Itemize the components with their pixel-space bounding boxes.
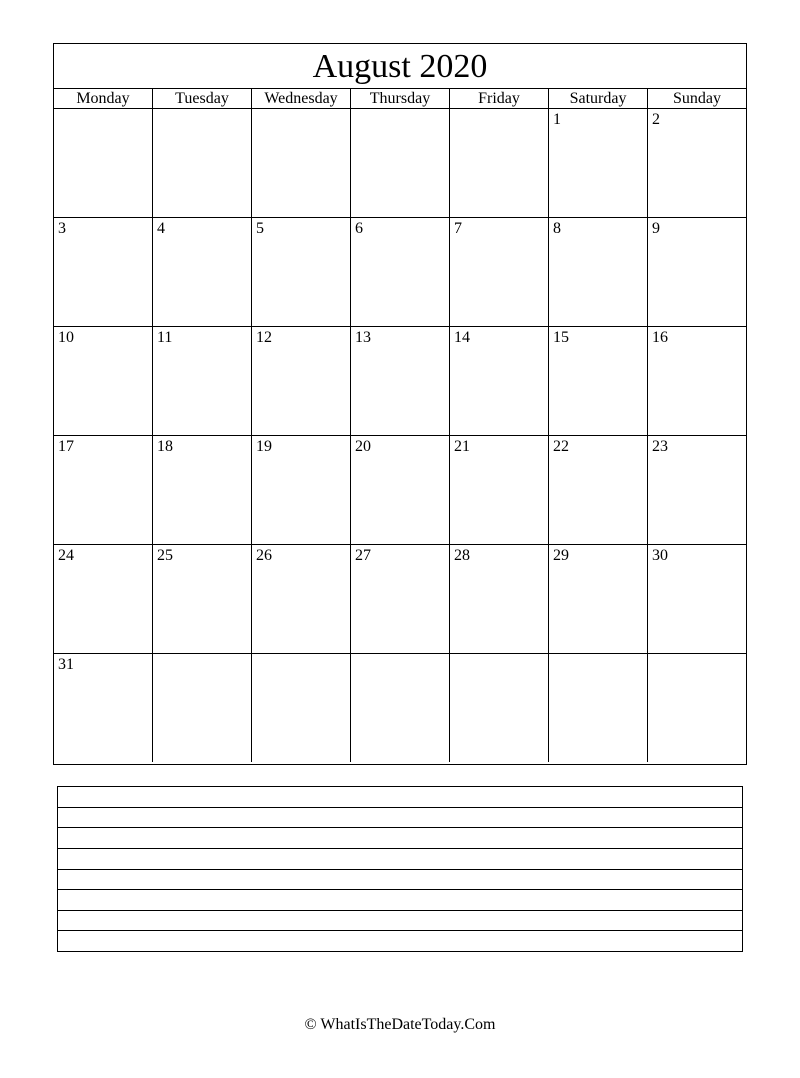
day-cell	[549, 109, 648, 217]
day-number: 6	[355, 220, 363, 237]
day-cell	[549, 654, 648, 762]
day-cell	[252, 436, 351, 544]
day-number: 19	[256, 438, 272, 455]
note-line	[58, 828, 742, 849]
day-cell	[153, 654, 252, 762]
day-number: 3	[58, 220, 66, 237]
day-number: 14	[454, 329, 470, 346]
day-cell	[252, 109, 351, 217]
day-cell	[153, 109, 252, 217]
week-row-4	[54, 436, 746, 545]
day-number: 23	[652, 438, 668, 455]
day-number: 24	[58, 547, 74, 564]
day-cell	[54, 218, 153, 326]
week-row-3	[54, 327, 746, 436]
day-number: 25	[157, 547, 173, 564]
day-cell	[351, 654, 450, 762]
day-cell	[351, 327, 450, 435]
day-number: 28	[454, 547, 470, 564]
week-row-6	[54, 654, 746, 762]
day-cell	[351, 218, 450, 326]
day-cell	[549, 545, 648, 653]
day-cell	[252, 327, 351, 435]
note-line	[58, 787, 742, 808]
note-line	[58, 870, 742, 891]
week-row-2	[54, 218, 746, 327]
weekday-thursday: Thursday	[351, 89, 450, 108]
week-row-5	[54, 545, 746, 654]
weekday-wednesday: Wednesday	[252, 89, 351, 108]
day-cell	[153, 218, 252, 326]
day-cell	[450, 327, 549, 435]
calendar-title: August 2020	[54, 44, 746, 89]
day-cell	[549, 327, 648, 435]
day-number: 17	[58, 438, 74, 455]
day-cell	[450, 109, 549, 217]
day-number: 16	[652, 329, 668, 346]
day-number: 9	[652, 220, 660, 237]
day-cell	[648, 545, 746, 653]
calendar	[53, 43, 747, 765]
note-line	[58, 931, 742, 951]
day-cell	[351, 545, 450, 653]
day-number: 21	[454, 438, 470, 455]
weekday-monday: Monday	[54, 89, 153, 108]
day-number: 30	[652, 547, 668, 564]
day-cell	[153, 436, 252, 544]
day-cell	[54, 654, 153, 762]
day-cell	[54, 327, 153, 435]
day-number: 29	[553, 547, 569, 564]
notes-box	[57, 786, 743, 952]
day-cell	[54, 109, 153, 217]
calendar-grid	[54, 109, 746, 762]
weekday-sunday: Sunday	[673, 90, 721, 107]
day-cell	[648, 109, 746, 217]
day-number: 20	[355, 438, 371, 455]
day-number: 15	[553, 329, 569, 346]
day-cell	[54, 545, 153, 653]
day-number: 27	[355, 547, 371, 564]
day-number: 31	[58, 656, 74, 673]
footer-copyright: © WhatIsTheDateToday.Com	[304, 1016, 496, 1033]
day-number: 13	[355, 329, 371, 346]
note-line	[58, 808, 742, 829]
day-cell	[648, 327, 746, 435]
day-cell	[450, 654, 549, 762]
day-cell	[648, 218, 746, 326]
day-number: 8	[553, 220, 561, 237]
day-number: 4	[157, 220, 165, 237]
day-number: 1	[553, 111, 561, 128]
day-cell	[153, 545, 252, 653]
day-cell	[252, 654, 351, 762]
day-cell	[549, 436, 648, 544]
weekday-friday: Friday	[450, 89, 549, 108]
day-cell	[549, 218, 648, 326]
day-cell	[648, 436, 746, 544]
day-number: 22	[553, 438, 569, 455]
day-cell	[54, 436, 153, 544]
day-cell	[351, 109, 450, 217]
day-cell	[450, 545, 549, 653]
weekday-header-row	[54, 89, 746, 109]
day-cell	[153, 327, 252, 435]
day-number: 2	[652, 111, 660, 128]
day-cell	[252, 545, 351, 653]
day-cell	[450, 218, 549, 326]
weekday-tuesday: Tuesday	[153, 89, 252, 108]
week-row-1	[54, 109, 746, 218]
day-number: 11	[157, 329, 173, 346]
day-cell	[450, 436, 549, 544]
day-number: 18	[157, 438, 173, 455]
note-line	[58, 911, 742, 932]
day-number: 7	[454, 220, 462, 237]
day-cell	[351, 436, 450, 544]
day-cell	[252, 218, 351, 326]
weekday-saturday: Saturday	[549, 89, 648, 108]
day-number: 10	[58, 329, 74, 346]
day-number: 5	[256, 220, 264, 237]
day-number: 12	[256, 329, 272, 346]
note-line	[58, 890, 742, 911]
day-number: 26	[256, 547, 272, 564]
day-cell	[648, 654, 746, 762]
note-line	[58, 849, 742, 870]
